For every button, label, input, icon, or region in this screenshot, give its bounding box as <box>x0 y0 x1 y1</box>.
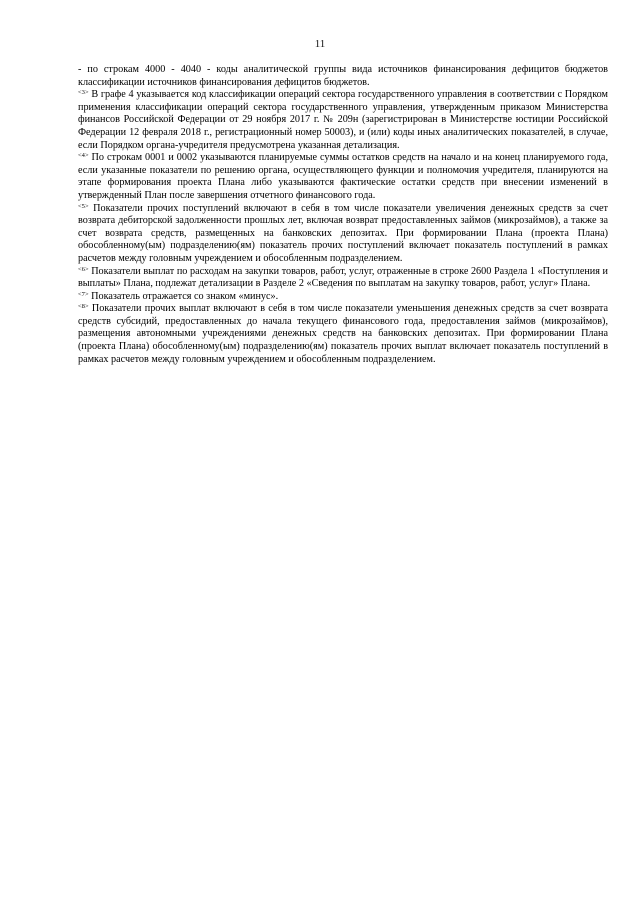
paragraph-strings-4000-4040 <box>78 64 608 89</box>
footnote-marker: <4> <box>78 152 89 160</box>
footnote-marker: <5> <box>78 202 89 210</box>
footnote-text: В графе 4 указывается код классификации операций сектора государственного управления в соответствии с Порядком применения классификации операций сектора государственного управления, утвержденным приказом Министерства финансов Российской Федерации от 29 ноября 2017 г. № 209н (зарегистрирован в Министерстве юстиции Российской Федерации 12 февраля 2018 г., регистрационный номер 50003), и (или) коды иных аналитических показателей, в случае, если Порядком органа-учредителя предусмотрена указанная детализация. <box>78 89 608 151</box>
footnote-text: Показатели выплат по расходам на закупки товаров, работ, услуг, отраженные в строке 2600 Раздела 1 «Поступления и выплаты» Плана, подлежат детализации в Разделе 2 «Сведения по выплатам на закупку товаров, работ, услуг» Плана. <box>78 265 608 290</box>
footnote-7 <box>78 291 608 304</box>
paragraph-text: - по строкам 4000 - 4040 - коды аналитической группы вида источников финансирования дефицитов бюджетов классификации источников финансирования дефицитов бюджетов. <box>78 64 608 88</box>
footnote-8 <box>78 303 608 366</box>
footnote-marker: <8> <box>78 303 89 311</box>
footnote-3 <box>78 89 608 152</box>
footnotes-body <box>78 64 608 366</box>
page-number: 11 <box>314 38 326 50</box>
footnote-marker: <6> <box>78 265 89 273</box>
footnote-text: Показатели прочих выплат включают в себя в том числе показатели уменьшения денежных средств за счет возврата средств субсидий, предоставленных до начала текущего финансового года, предоставления займов (микрозаймов), размещения автономными учреждениями денежных средств на банковских депозитах. При формировании Плана (проекта Плана) обособленному(ым) подразделению(ям) показатель прочих выплат включает показатель поступлений в рамках расчетов между головным учреждением и обособленным подразделением. <box>78 303 608 365</box>
footnote-4 <box>78 152 608 202</box>
footnote-5 <box>78 203 608 266</box>
footnote-text: Показатель отражается со знаком «минус». <box>88 290 279 302</box>
footnote-text: По строкам 0001 и 0002 указываются планируемые суммы остатков средств на начало и на конец планируемого года, если указанные показатели по решению органа, осуществляющего функции и полномочия учредителя, планируются на этапе формирования проекта Плана либо указываются фактические остатки средств при внесении изменений в утвержденный План после завершения отчетного финансового года. <box>78 152 608 201</box>
footnote-6 <box>78 266 608 291</box>
footnote-marker: <3> <box>78 89 89 97</box>
footnote-text: Показатели прочих поступлений включают в себя в том числе показатели увеличения денежных средств за счет возврата дебиторской задолженности прошлых лет, включая возврат предоставленных займов (микрозаймов), а также за счет возврата средств, размещенных на банковских депозитах. При формировании Плана (проекта Плана) обособленному(ым) подразделению(ям) показатель прочих поступлений включает показатель поступлений в рамках расчетов между головным учреждением и обособленным подразделением. <box>78 202 608 264</box>
footnote-marker: <7> <box>78 290 89 298</box>
